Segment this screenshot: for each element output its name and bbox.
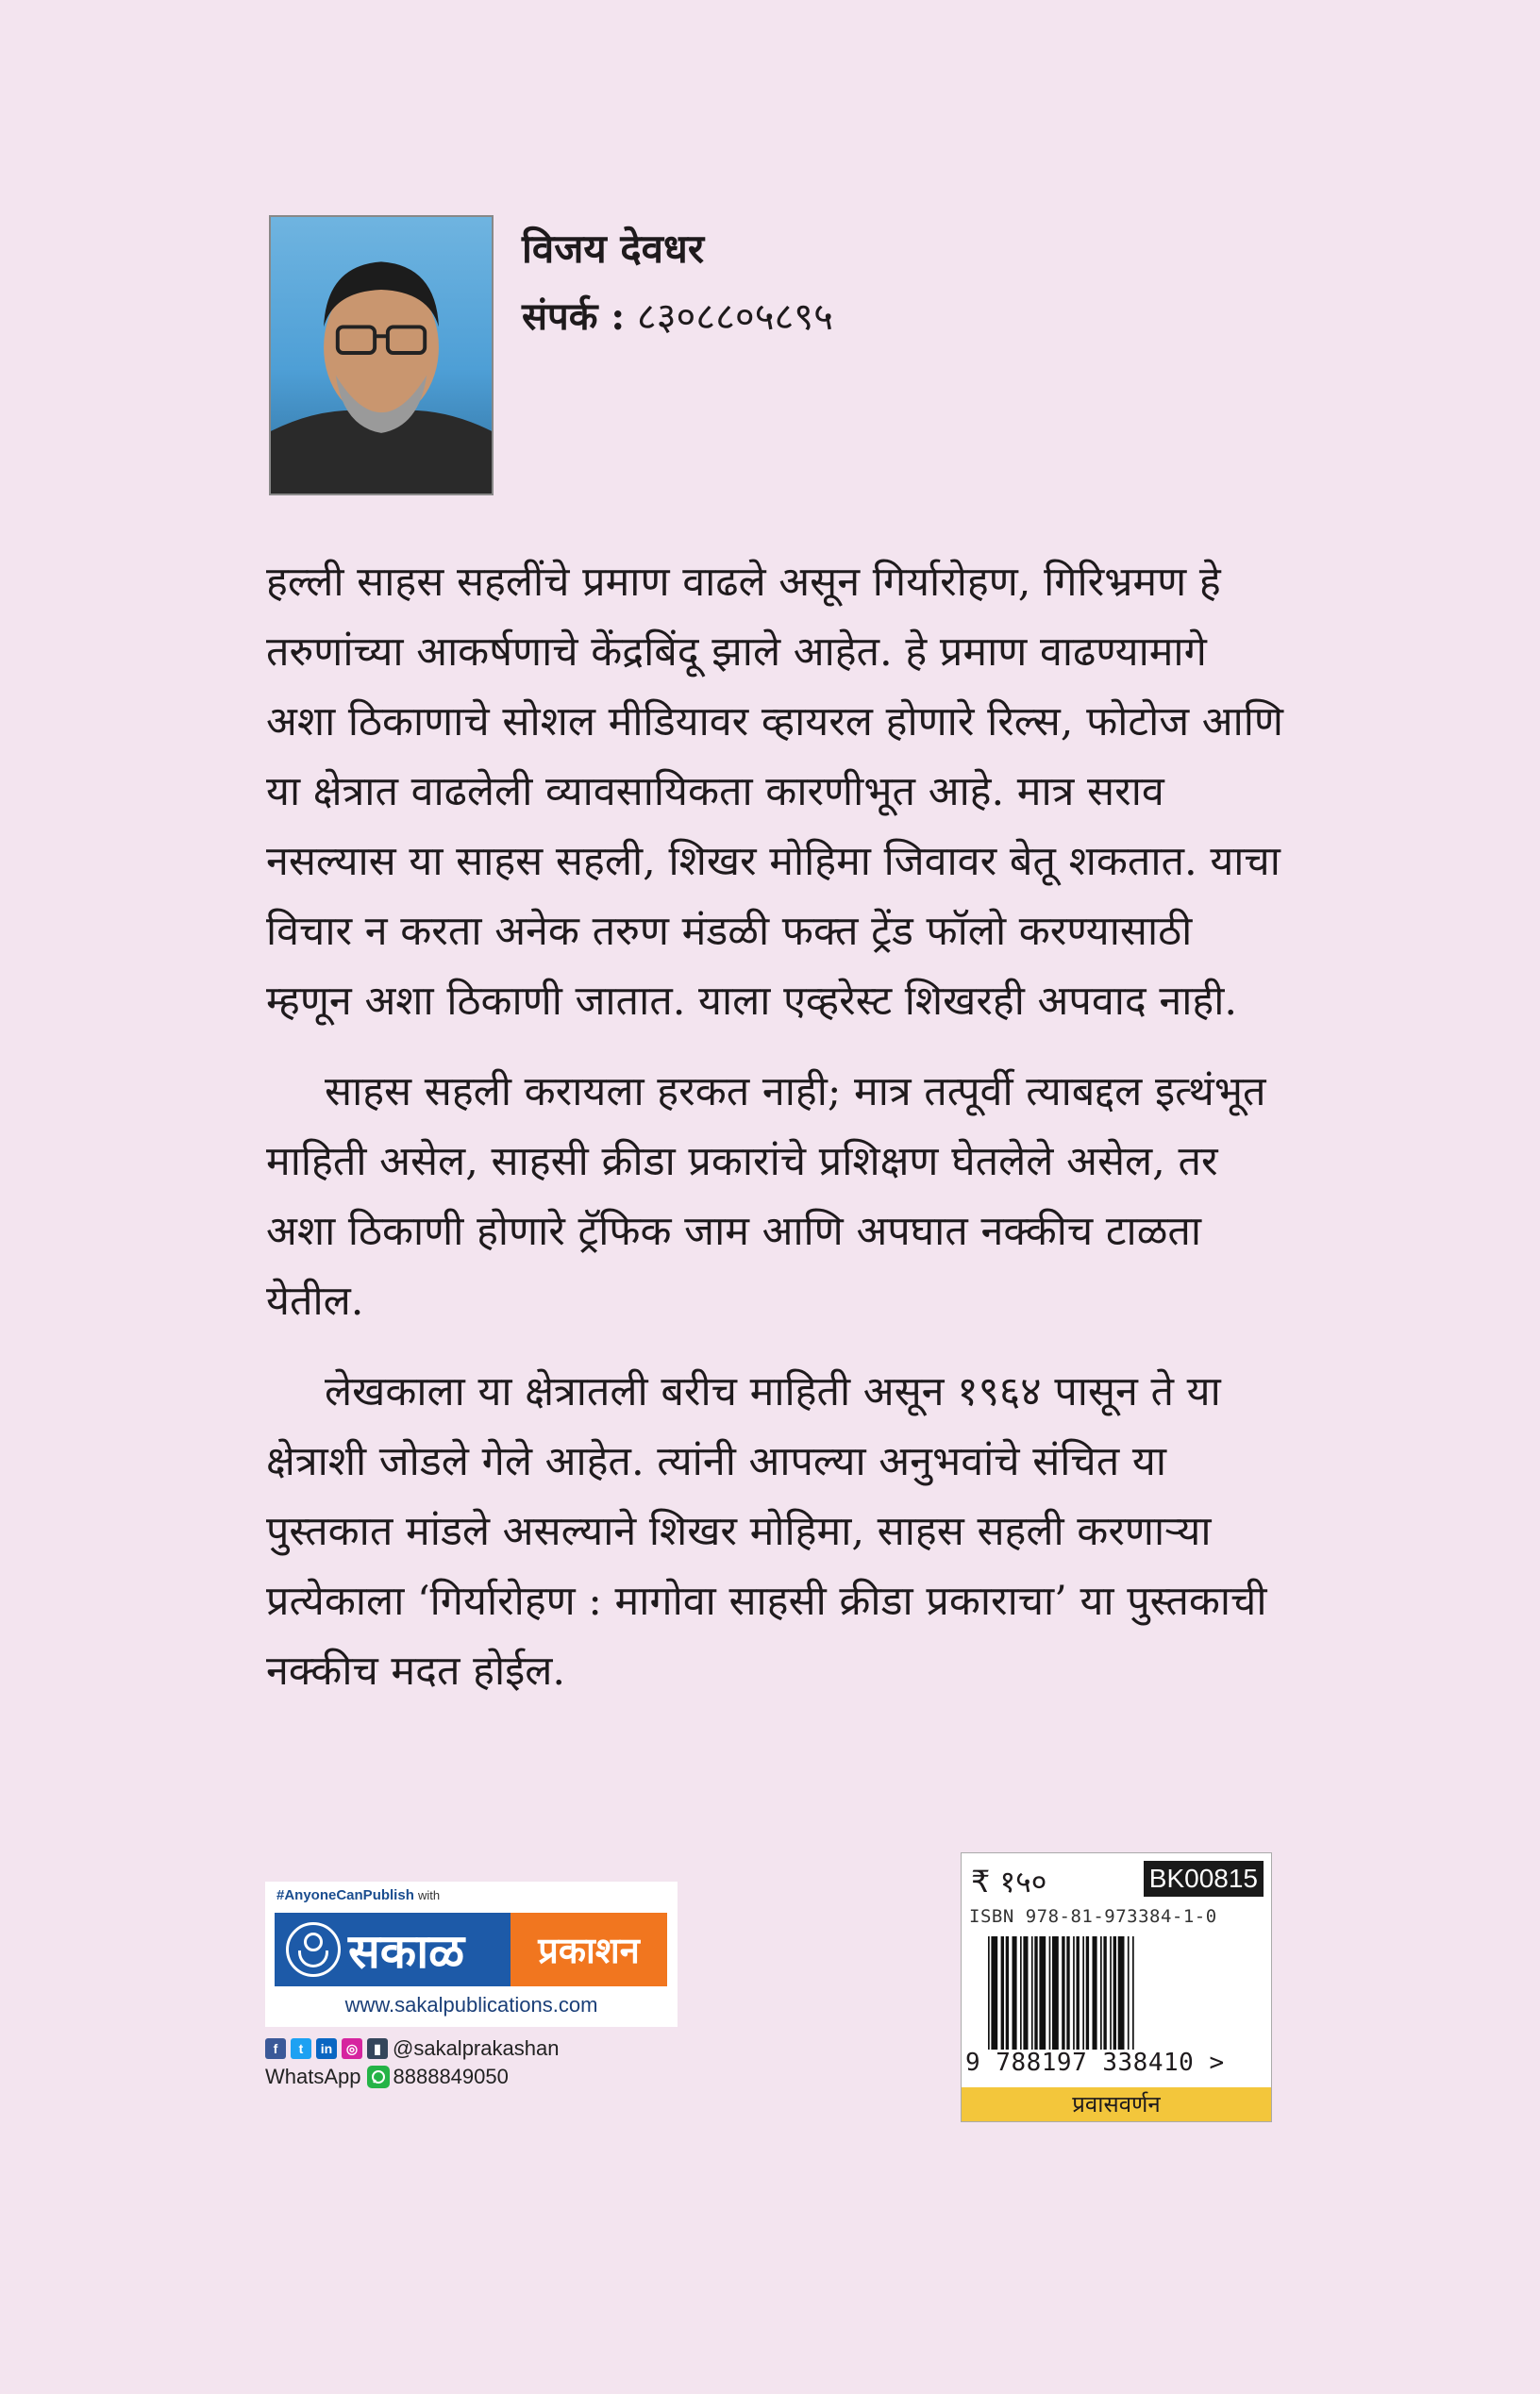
barcode-bar <box>1062 1936 1064 2050</box>
barcode-bar <box>1086 1936 1089 2050</box>
barcode-bar <box>1023 1936 1028 2050</box>
author-contact <box>522 289 833 341</box>
barcode-bar <box>1073 1936 1075 2050</box>
barcode-bar <box>1049 1936 1051 2050</box>
author-photo <box>269 215 494 495</box>
barcode-image <box>986 1936 1250 2050</box>
twitter-icon[interactable]: t <box>291 2038 311 2059</box>
price-barcode-box <box>961 1852 1272 2122</box>
barcode-bar <box>1113 1936 1116 2050</box>
author-portrait-image <box>271 217 492 494</box>
barcode-bar <box>1077 1936 1080 2050</box>
barcode-bar <box>1001 1936 1004 2050</box>
contact-label: संपर्क : <box>522 294 626 339</box>
logo-sakal-panel <box>275 1913 511 1986</box>
barcode-bar <box>1006 1936 1009 2050</box>
barcode-bar <box>1118 1936 1125 2050</box>
barcode-bar <box>1039 1936 1046 2050</box>
barcode-bar <box>1132 1936 1134 2050</box>
barcode-bar <box>1031 1936 1033 2050</box>
contact-number: ८३०८८०५८९५ <box>636 295 833 339</box>
tagline-text: #AnyoneCanPublish <box>276 1887 414 1903</box>
book-category: प्रवासवर्णन <box>962 2087 1271 2121</box>
book-description <box>266 547 1285 1727</box>
barcode-bar <box>1100 1936 1102 2050</box>
author-name: विजय देवधर <box>522 226 705 272</box>
linkedin-icon[interactable]: in <box>316 2038 337 2059</box>
logo-prakashan-panel: प्रकाशन <box>511 1913 667 1986</box>
barcode-bar <box>1082 1936 1084 2050</box>
whatsapp-icon <box>367 2066 390 2088</box>
sakal-emblem-icon <box>286 1922 341 1977</box>
description-paragraph-2: साहस सहली करायला हरकत नाही; मात्र तत्पूर्वी त्याबद्दल इत्थंभूत माहिती असेल, साहसी क्रीडा प्रकारांचे प्रशिक्षण घेतलेले असेल, तर अशा ठिकाणी होणारे ट्रॅफिक जाम आणि अपघात नक्कीच टाळता येतील. <box>266 1068 1266 1325</box>
isbn-text: ISBN 978-81-973384-1-0 <box>969 1906 1217 1927</box>
logo-sakal-text: सकाळ <box>348 1924 465 1979</box>
barcode-bar <box>1020 1936 1022 2050</box>
social-handle[interactable]: @sakalprakashan <box>393 2036 560 2060</box>
barcode-bar <box>1103 1936 1106 2050</box>
publisher-block <box>265 1882 678 2089</box>
publisher-tagline <box>276 1887 440 1903</box>
tagline-with: with <box>418 1888 441 1902</box>
book-code: BK00815 <box>1144 1861 1264 1897</box>
publisher-url[interactable]: www.sakalpublications.com <box>344 1993 598 2017</box>
description-paragraph-1: हल्ली साहस सहलींचे प्रमाण वाढले असून गिर्यारोहण, गिरिभ्रमण हे तरुणांच्या आकर्षणाचे केंद्रबिंदू झाले आहेत. हे प्रमाण वाढण्यामागे अशा ठिकाणाचे सोशल मीडियावर व्हायरल होणारे रिल्स, फोटोज आणि या क्षेत्रात वाढलेली व्यावसायिकता कारणीभूत आहे. मात्र सराव नसल्यास या साहस सहली, शिखर मोहिमा जिवावर बेतू शकतात. याचा विचार न करता अनेक तरुण मंडळी फक्त ट्रेंड फॉलो करण्यासाठी म्हणून अशा ठिकाणी जातात. याला एव्हरेस्ट शिखरही अपवाद नाही. <box>266 559 1283 1025</box>
barcode-bar <box>1128 1936 1130 2050</box>
barcode-bar <box>1093 1936 1097 2050</box>
publisher-logo <box>265 1882 678 2027</box>
whatsapp-number[interactable]: 8888849050 <box>393 2065 509 2088</box>
barcode-bar <box>1052 1936 1059 2050</box>
whatsapp-label: WhatsApp <box>265 2065 361 2088</box>
whatsapp-row <box>265 2065 678 2089</box>
facebook-icon[interactable]: f <box>265 2038 286 2059</box>
barcode-bar <box>1013 1936 1017 2050</box>
author-block <box>269 215 1307 498</box>
barcode-bar <box>1110 1936 1112 2050</box>
description-paragraph-3: लेखकाला या क्षेत्रातली बरीच माहिती असून १९६४ पासून ते या क्षेत्राशी जोडले गेले आहेत. त्यांनी आपल्या अनुभवांचे संचित या पुस्तकात मांडले असल्याने शिखर मोहिमा, साहस सहली करणाऱ्या प्रत्येकाला ‘गिर्यारोहण : मागोवा साहसी क्रीडा प्रकाराचा’ या पुस्तकाची नक्कीच मदत होईल. <box>266 1368 1267 1695</box>
barcode-digits: 9 788197 338410 > <box>965 2049 1225 2077</box>
book-price: ₹ १५० <box>971 1864 1047 1900</box>
tumblr-icon[interactable]: ▮ <box>367 2038 388 2059</box>
barcode-bar <box>1066 1936 1069 2050</box>
instagram-icon[interactable]: ◎ <box>342 2038 362 2059</box>
barcode-bar <box>1034 1936 1037 2050</box>
barcode-bar <box>991 1936 997 2050</box>
barcode-bar <box>988 1936 990 2050</box>
social-row <box>265 2036 678 2061</box>
